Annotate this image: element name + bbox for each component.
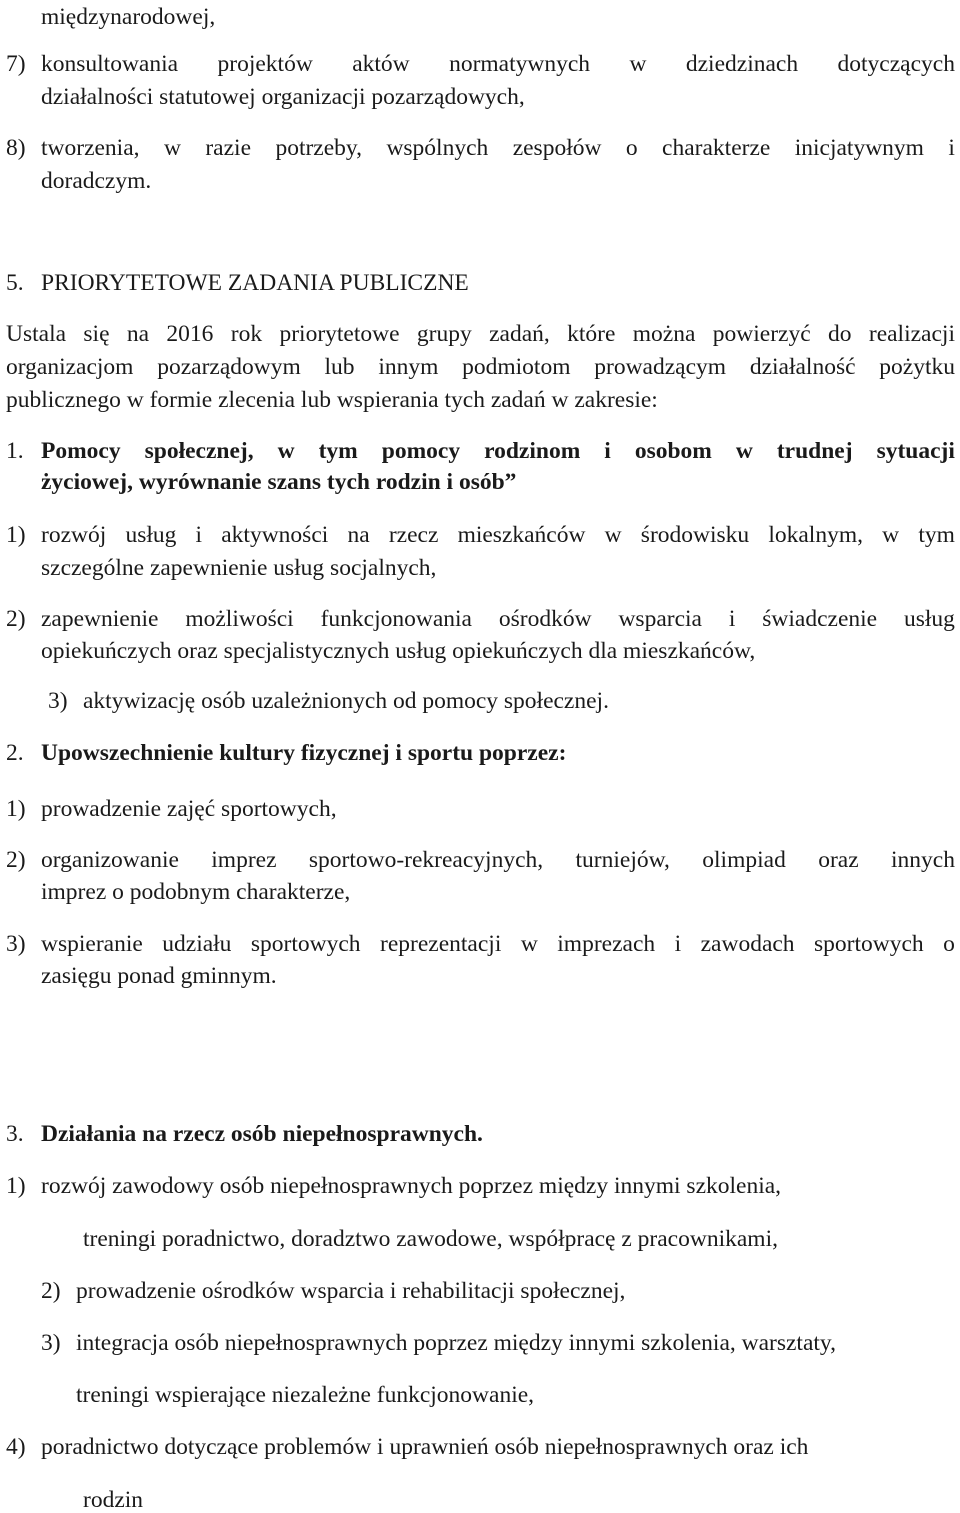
list-number: 4) [6,1434,26,1460]
word: w [163,135,181,161]
word: się [83,321,110,347]
word: oraz [818,847,859,873]
list-number: 2) [6,847,26,873]
list-number: 3) [6,931,26,957]
word: innych [890,847,955,873]
word: priorytetowe [279,321,400,347]
word: można [632,321,696,347]
list-number: 3) [48,688,68,714]
word: innym [378,354,439,380]
word: na [347,522,370,548]
word: aktywności [221,522,329,548]
word: rok [230,321,263,347]
word: pozarządowym [157,354,301,380]
text-line: imprez o podobnym charakterze, [41,879,351,905]
text-line: publicznego w formie zlecenia lub wspierania tych zadań w zakresie: [6,387,658,413]
task-heading-line: Upowszechnienie kultury fizycznej i sportu poprzez: [41,740,567,766]
word: charakterze [662,135,771,161]
word: sytuacji [876,438,955,464]
word: rzecz [388,522,439,548]
word: w [882,522,900,548]
word: olimpiad [702,847,786,873]
text-line: szczególne zapewnienie usług socjalnych, [41,555,437,581]
word: ośrodków [498,606,592,632]
justified-line [41,608,955,632]
word: w [629,51,647,77]
word: sportowych [814,931,924,957]
word: potrzeby, [275,135,363,161]
word: środowisku [640,522,750,548]
text-line: działalności statutowej organizacji pozarządowych, [41,84,525,110]
text-line: aktywizację osób uzależnionych od pomocy społecznej. [83,688,609,714]
word: w [277,438,295,464]
text-line: treningi poradnictwo, doradztwo zawodowe, współpracę z pracownikami, [83,1226,778,1252]
word: prowadzącym [594,354,727,380]
section-number: 5. [6,270,24,296]
word: i [195,522,203,548]
word: sportowo-rekreacyjnych, [308,847,544,873]
word: zespołów [512,135,602,161]
word: inicjatywnym [794,135,924,161]
word: organizowanie [41,847,179,873]
word: możliwości [185,606,294,632]
word: trudnej [776,438,853,464]
word: reprezentacji [380,931,502,957]
word: wspieranie [41,931,143,957]
word: świadczenie [762,606,878,632]
text-line: treningi wspierające niezależne funkcjonowanie, [76,1382,535,1408]
text-line: międzynarodowej, [41,4,216,30]
word: usług [125,522,177,548]
word: które [567,321,616,347]
text-line: integracja osób niepełnosprawnych poprzez między innymi szkolenia, warsztaty, [76,1330,837,1356]
word: społecznej, [144,438,254,464]
justified-line [6,356,955,380]
word: działalność [749,354,856,380]
word: o [625,135,638,161]
text-line: poradnictwo dotyczące problemów i uprawnień osób niepełnosprawnych oraz ich [41,1434,809,1460]
word: podmiotom [462,354,571,380]
word: i [948,135,955,161]
list-number: 8) [6,135,26,161]
word: imprezach [557,931,656,957]
justified-line [41,933,955,957]
word: aktów [352,51,410,77]
word: powierzyć [712,321,811,347]
justified-line [41,137,955,161]
word: sportowych [250,931,361,957]
word: rozwój [41,522,107,548]
word: razie [205,135,252,161]
word: i [604,438,611,464]
list-number: 3) [41,1330,61,1356]
word: projektów [217,51,313,77]
text-line: opiekuńczych oraz specjalistycznych usług opiekuńczych dla mieszkańców, [41,638,756,664]
word: Ustala [6,321,67,347]
word: dziedzinach [685,51,799,77]
task-number: 2. [6,740,24,766]
word: lokalnym, [768,522,863,548]
text-line: zasięgu ponad gminnym. [41,963,277,989]
justified-line [6,323,955,347]
word: wspólnych [386,135,489,161]
word: grupy [416,321,472,347]
list-number: 2) [6,606,26,632]
task-number: 3. [6,1121,24,1147]
word: organizacjom [6,354,134,380]
word: tym [918,522,955,548]
word: dotyczących [837,51,955,77]
word: wsparcia [618,606,702,632]
word: 2016 [166,321,214,347]
list-number: 1) [6,522,26,548]
word: zapewnienie [41,606,159,632]
word: zawodach [700,931,795,957]
text-line: prowadzenie ośrodków wsparcia i rehabilitacji społecznej, [76,1278,626,1304]
word: funkcjonowania [320,606,472,632]
word: do [828,321,852,347]
text-line: prowadzenie zajęć sportowych, [41,796,337,822]
word: o [943,931,955,957]
word: turniejów, [575,847,670,873]
word: normatywnych [449,51,591,77]
word: lub [324,354,355,380]
word: realizacji [868,321,955,347]
word: pomocy [381,438,461,464]
word: w [520,931,538,957]
justified-line [41,849,955,873]
list-number: 1) [6,796,26,822]
text-line: rodzin [83,1487,144,1513]
word: zadań, [489,321,550,347]
word: tworzenia, [41,135,140,161]
word: pożytku [879,354,955,380]
list-number: 1) [6,1173,26,1199]
word: i [674,931,682,957]
text-line: doradczym. [41,168,152,194]
task-heading-line: Działania na rzecz osób niepełnosprawnych. [41,1121,483,1147]
word: tym [318,438,358,464]
word: w [604,522,622,548]
word: mieszkańców [457,522,586,548]
word: i [728,606,736,632]
task-heading-line: życiowej, wyrównanie szans tych rodzin i osób” [41,469,517,495]
section-heading: PRIORYTETOWE ZADANIA PUBLICZNE [41,270,469,296]
justified-line [41,53,955,77]
justified-line [41,524,955,548]
task-number: 1. [6,438,24,464]
word: w [735,438,753,464]
word: imprez [211,847,277,873]
word: konsultowania [41,51,179,77]
word: na [126,321,150,347]
word: osobom [634,438,712,464]
word: udziału [162,931,232,957]
word: rodzinom [484,438,581,464]
task-heading-line [41,440,955,464]
list-number: 2) [41,1278,61,1304]
word: Pomocy [41,438,121,464]
list-number: 7) [6,51,26,77]
text-line: rozwój zawodowy osób niepełnosprawnych poprzez między innymi szkolenia, [41,1173,782,1199]
word: usług [904,606,955,632]
